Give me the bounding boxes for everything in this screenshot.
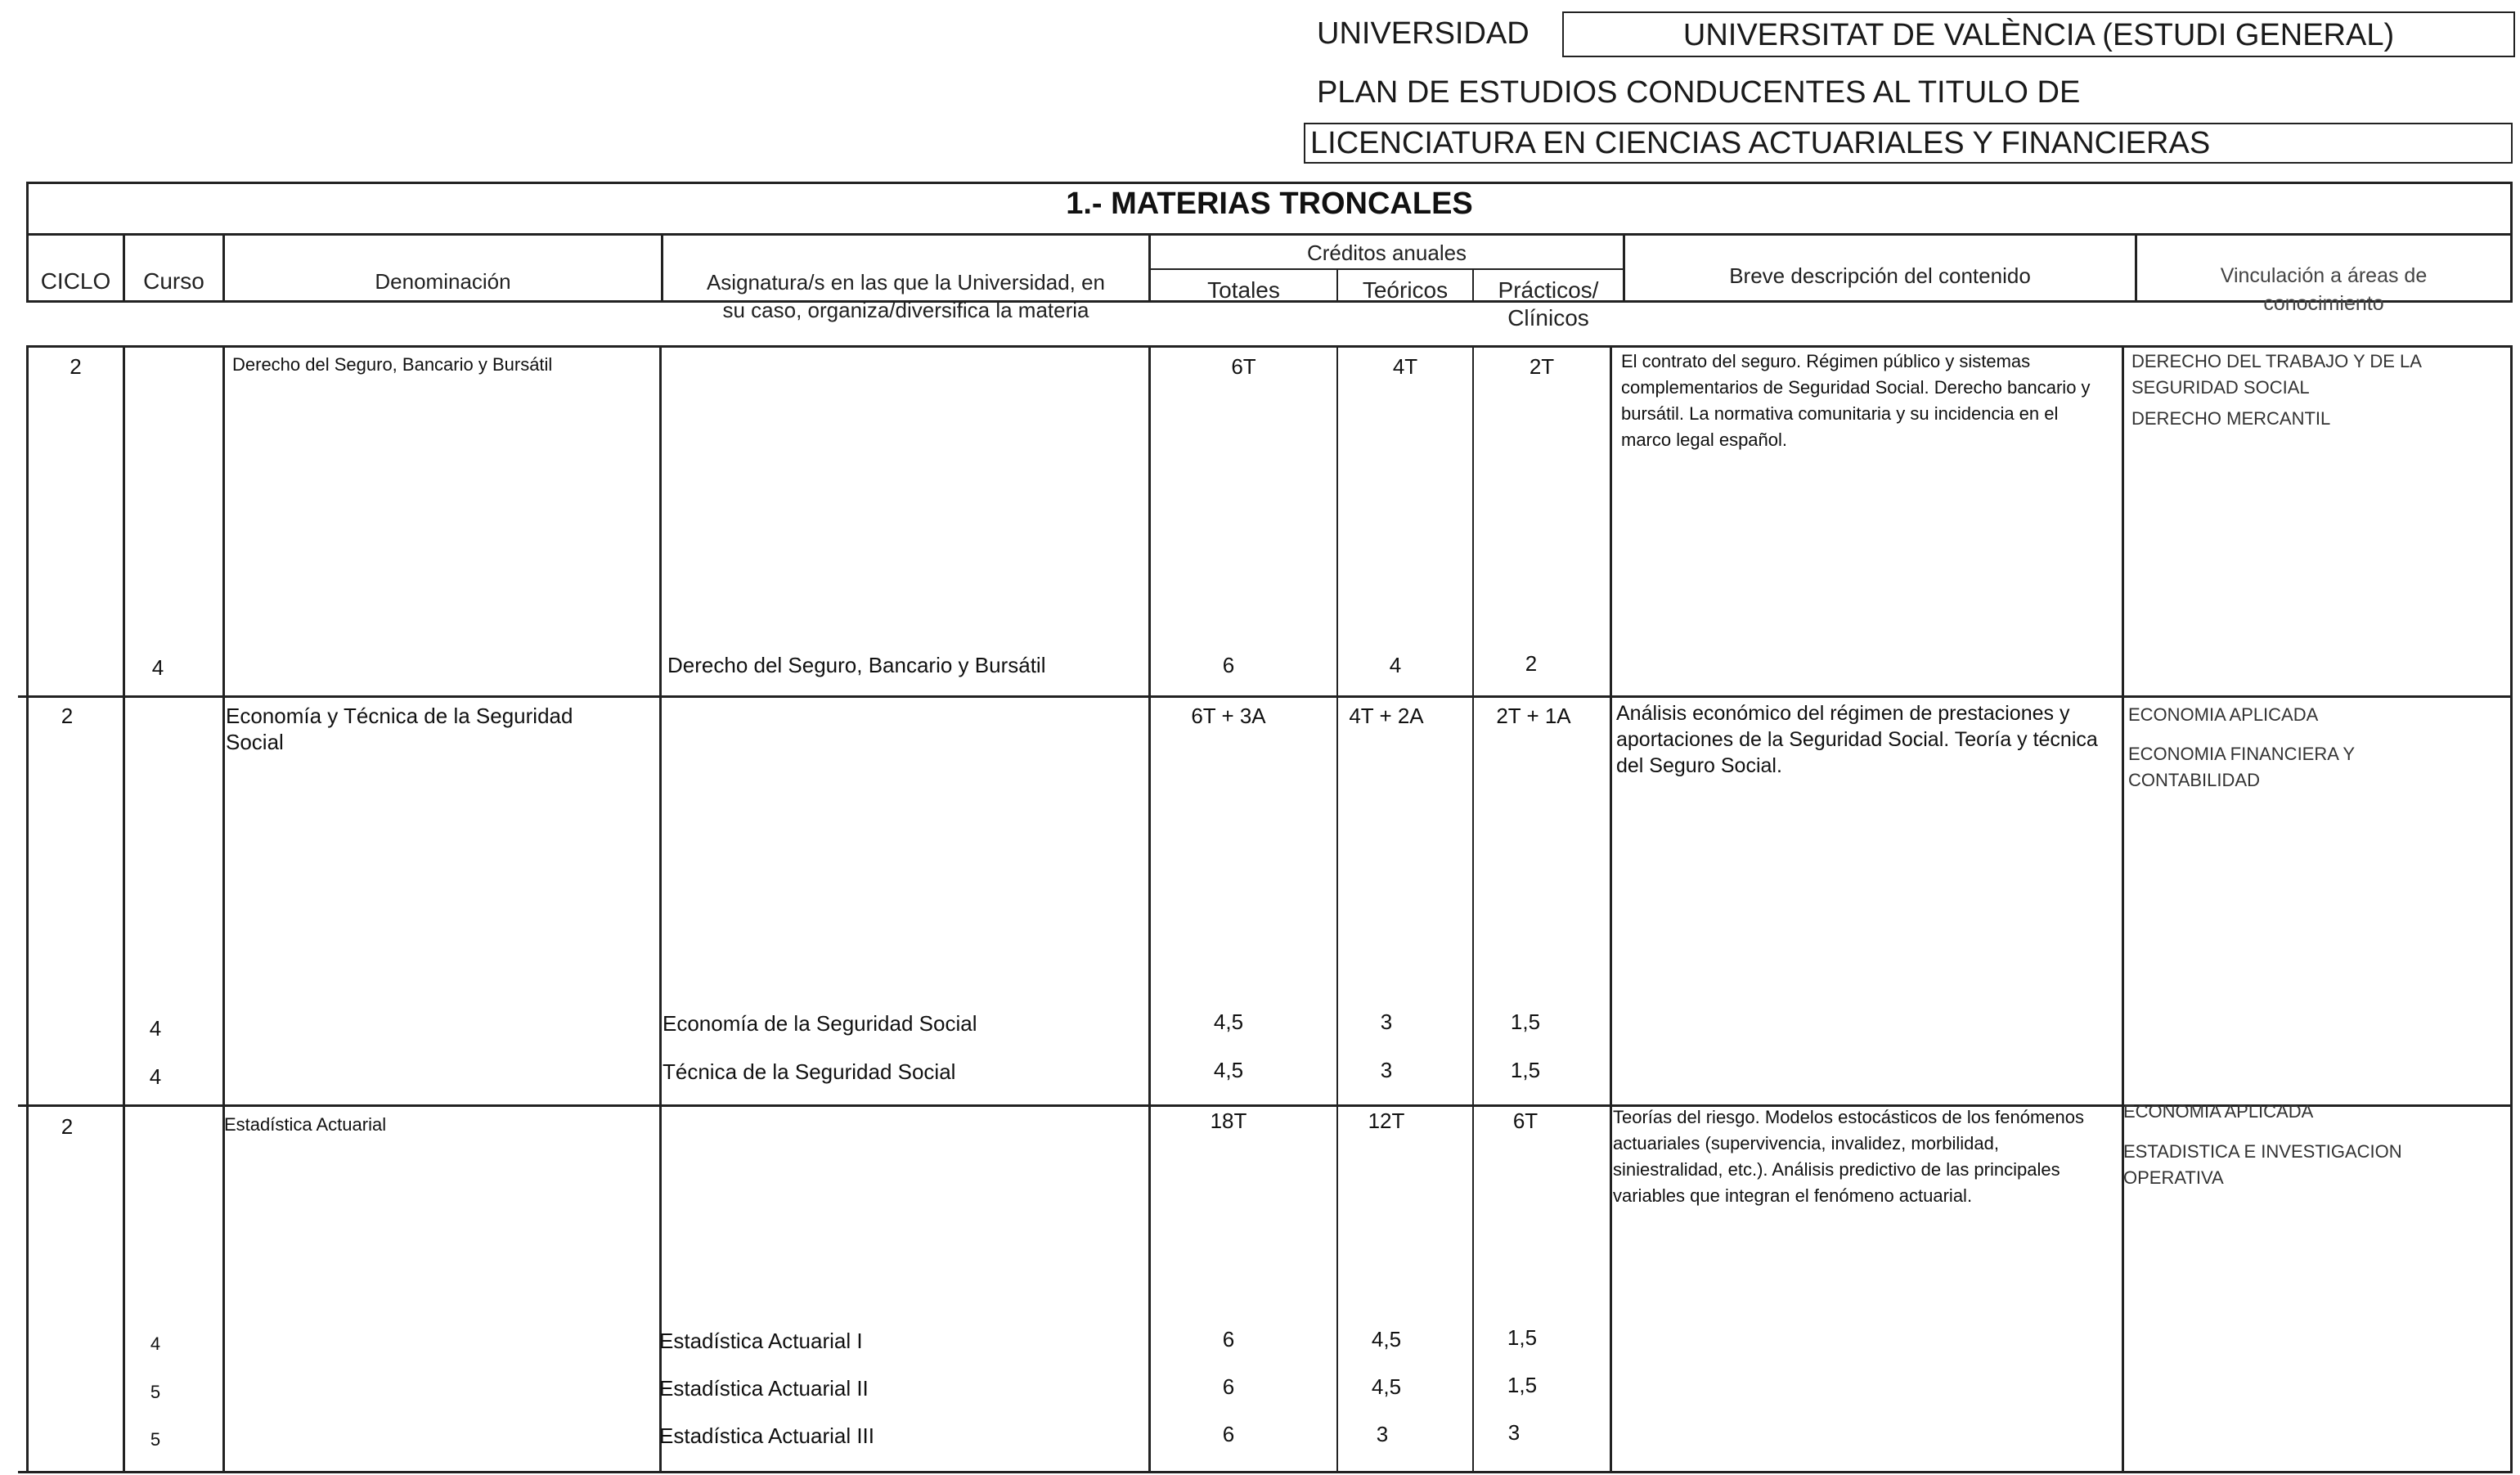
col-ciclo: CICLO xyxy=(40,268,111,294)
subject-curso: 4 xyxy=(149,1016,162,1041)
col-practicos xyxy=(1474,277,1623,332)
block-descripcion: Análisis económico del régimen de prestaciones y aportaciones de la Seguridad Social. Teoría y técnica del Seguro Social. xyxy=(1616,702,2098,777)
block-totales: 18T xyxy=(1210,1108,1247,1133)
block-totales: 6T xyxy=(1231,354,1256,379)
subject-teoricos: 4,5 xyxy=(1371,1374,1402,1399)
col-vinculacion xyxy=(2137,262,2510,317)
col-curso: Curso xyxy=(143,268,204,294)
block-practicos: 2T + 1A xyxy=(1496,704,1571,728)
subject-totales: 6 xyxy=(1222,1374,1235,1399)
block-practicos: 6T xyxy=(1512,1108,1539,1133)
subject-asignatura: Estadística Actuarial II xyxy=(659,1376,869,1401)
universidad-label: UNIVERSIDAD xyxy=(1317,16,1530,51)
block-teoricos: 4T + 2A xyxy=(1349,704,1424,728)
col-creditos: Créditos anuales xyxy=(1306,241,1467,265)
block-area-2: ESTADISTICA E INVESTIGACION OPERATIVA xyxy=(2123,1141,2402,1188)
subject-teoricos: 3 xyxy=(1380,1010,1393,1034)
block-denominacion: Economía y Técnica de la Seguridad xyxy=(226,704,573,728)
subject-practicos: 1,5 xyxy=(1507,1325,1538,1350)
block-area-2: ECONOMIA FINANCIERA Y CONTABILIDAD xyxy=(2128,744,2355,790)
subject-totales: 4,5 xyxy=(1213,1010,1244,1034)
col-asignatura-line2: su caso, organiza/diversifica la materia xyxy=(722,298,1089,322)
block-denominacion: Estadística Actuarial xyxy=(224,1114,387,1135)
block-area-1: ECONOMIA APLICADA xyxy=(2128,704,2319,725)
col-teoricos: Teóricos xyxy=(1362,277,1449,303)
col-descripcion: Breve descripción del contenido xyxy=(1729,263,2031,288)
subject-asignatura: Derecho del Seguro, Bancario y Bursátil xyxy=(667,653,1046,677)
subject-totales: 4,5 xyxy=(1213,1058,1244,1082)
block-ciclo: 2 xyxy=(61,1114,74,1139)
subject-teoricos: 3 xyxy=(1380,1058,1393,1082)
subject-practicos: 2 xyxy=(1525,651,1538,676)
subject-practicos: 1,5 xyxy=(1510,1010,1541,1034)
subject-asignatura: Economía de la Seguridad Social xyxy=(663,1011,977,1036)
block-area-1: ECONOMIA APLICADA xyxy=(2123,1101,2314,1122)
subject-practicos: 1,5 xyxy=(1510,1058,1541,1082)
subject-teoricos: 4,5 xyxy=(1371,1327,1402,1351)
subject-practicos: 3 xyxy=(1507,1420,1521,1445)
block-teoricos: 4T xyxy=(1392,354,1418,379)
block-descripcion: Teorías del riesgo. Modelos estocásticos de los fenómenos actuariales (supervivencia, invalidez, morbilidad, siniestralidad, etc.). Análisis predictivo de las principales variables que integran el fenómeno actuarial. xyxy=(1613,1107,2084,1206)
col-asignatura-line1: Asignatura/s en las que la Universidad, en xyxy=(706,270,1106,295)
universidad-value-box xyxy=(1562,11,2515,57)
block-teoricos: 12T xyxy=(1368,1108,1405,1133)
block-denominacion-l2: Social xyxy=(226,730,284,754)
subject-curso: 4 xyxy=(151,655,164,680)
subject-curso: 5 xyxy=(150,1382,161,1402)
subject-practicos: 1,5 xyxy=(1507,1373,1538,1397)
subject-totales: 6 xyxy=(1222,1327,1235,1351)
subject-asignatura: Estadística Actuarial III xyxy=(659,1423,875,1448)
subject-totales: 6 xyxy=(1222,653,1235,677)
col-denominacion: Denominación xyxy=(375,269,511,294)
subject-curso: 5 xyxy=(150,1429,161,1450)
plan-label: PLAN DE ESTUDIOS CONDUCENTES AL TITULO DE xyxy=(1317,75,2081,110)
block-practicos: 2T xyxy=(1529,354,1555,379)
col-practicos-line2: Clínicos xyxy=(1507,305,1589,331)
block-ciclo: 2 xyxy=(70,354,82,379)
block-denominacion: Derecho del Seguro, Bancario y Bursátil xyxy=(232,354,553,375)
subject-totales: 6 xyxy=(1222,1422,1235,1446)
section-title: 1.- MATERIAS TRONCALES xyxy=(1066,187,1473,221)
subject-curso: 4 xyxy=(150,1333,161,1354)
col-practicos-line1: Prácticos/ xyxy=(1498,277,1599,303)
universidad-value: UNIVERSITAT DE VALÈNCIA (ESTUDI GENERAL) xyxy=(1682,18,2395,52)
block-area-2: DERECHO MERCANTIL xyxy=(2131,408,2331,429)
subject-teoricos: 3 xyxy=(1376,1422,1389,1446)
col-totales: Totales xyxy=(1207,277,1280,303)
titulo-box xyxy=(1304,123,2513,164)
block-area-1: DERECHO DEL TRABAJO Y DE LA SEGURIDAD SOCIAL xyxy=(2131,351,2421,398)
subject-teoricos: 4 xyxy=(1389,653,1402,677)
block-totales: 6T + 3A xyxy=(1191,704,1266,728)
block-descripcion: El contrato del seguro. Régimen público y sistemas complementarios de Seguridad Social. Derecho bancario y bursátil. La normativa comunitaria y su incidencia en el marco legal español. xyxy=(1621,351,2091,450)
col-asignatura xyxy=(663,268,1148,324)
subject-curso: 4 xyxy=(149,1064,162,1089)
col-vinculacion-line1: Vinculación a áreas de xyxy=(2220,264,2428,287)
block-ciclo: 2 xyxy=(61,704,74,728)
subject-asignatura: Técnica de la Seguridad Social xyxy=(663,1059,956,1084)
subject-asignatura: Estadística Actuarial I xyxy=(659,1329,863,1353)
col-vinculacion-line2: conocimiento xyxy=(2263,292,2384,315)
titulo-value: LICENCIATURA EN CIENCIAS ACTUARIALES Y FINANCIERAS xyxy=(1310,126,2211,160)
